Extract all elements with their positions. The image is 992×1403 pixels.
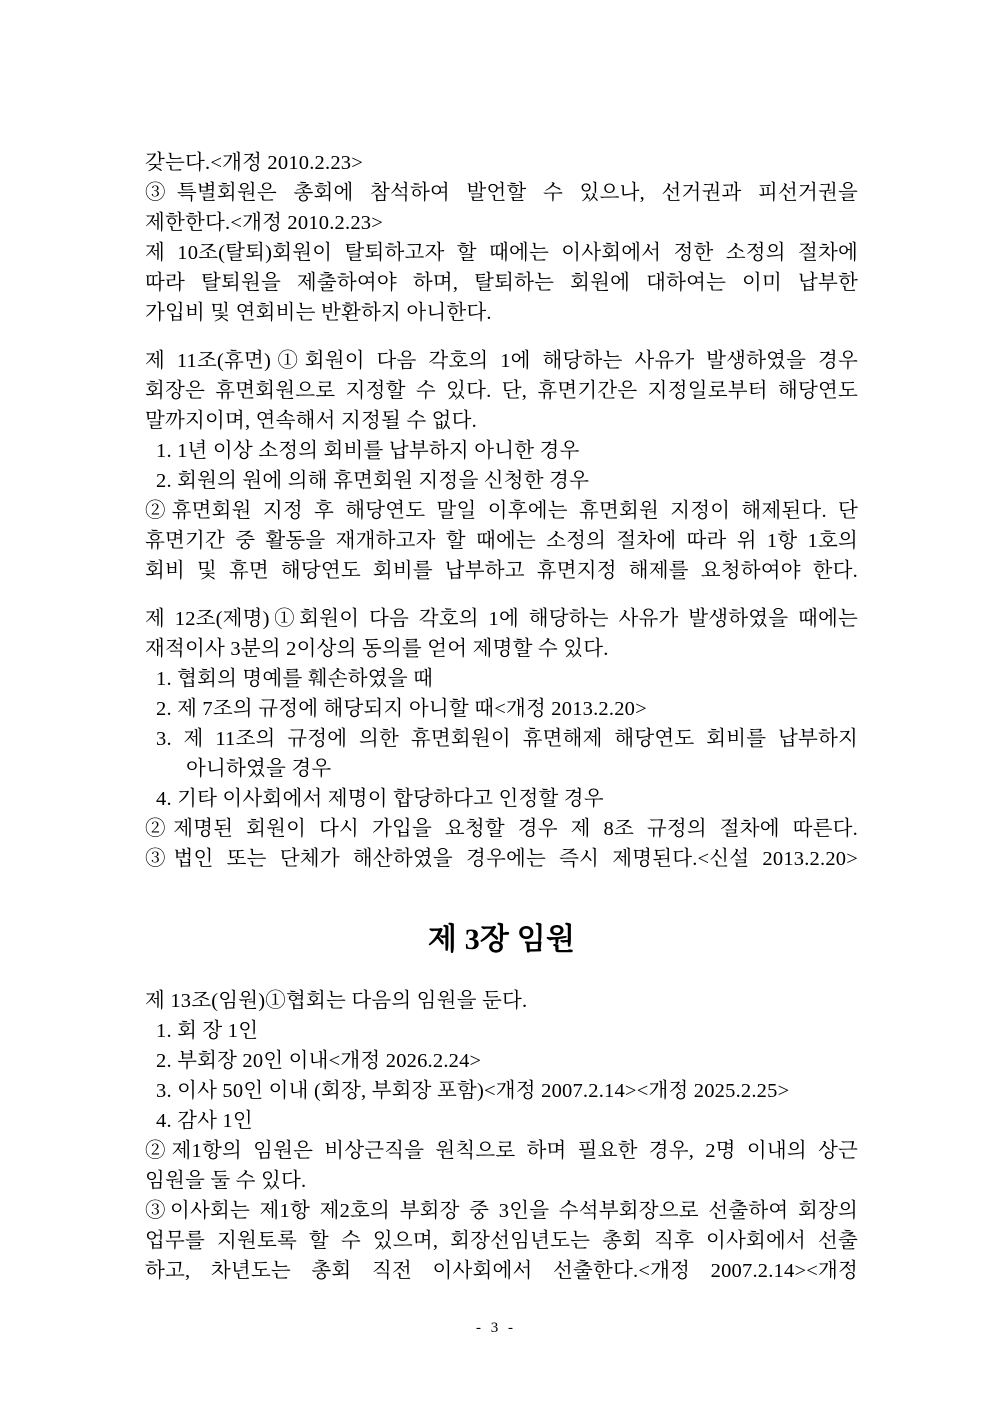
document-body bbox=[145, 148, 858, 1286]
document-line: ③특별회원은 총회에 참석하여 발언할 수 있으나, 선거권과 피선거권을 bbox=[145, 182, 858, 204]
document-line: 4. 기타 이사회에서 제명이 합당하다고 인정할 경우 bbox=[156, 788, 604, 810]
document-line: 아니하였을 경우 bbox=[186, 758, 332, 780]
document-line: 제 11조(휴면)①회원이 다음 각호의 1에 해당하는 사유가 발생하였을 경우 bbox=[145, 350, 858, 372]
document-line: 말까지이며, 연속해서 지정될 수 없다. bbox=[145, 410, 477, 432]
document-line: 제 10조(탈퇴)회원이 탈퇴하고자 할 때에는 이사회에서 정한 소정의 절차에 bbox=[145, 242, 858, 264]
document-line: 2. 부회장 20인 이내<개정 2026.2.24> bbox=[156, 1050, 482, 1072]
document-line: 1. 회 장 1인 bbox=[156, 1020, 259, 1042]
document-line: ③법인 또는 단체가 해산하였을 경우에는 즉시 제명된다.<신설 2013.2.20> bbox=[145, 848, 858, 870]
document-line: 따라 탈퇴원을 제출하여야 하며, 탈퇴하는 회원에 대하여는 이미 납부한 bbox=[145, 272, 858, 294]
blank-line bbox=[145, 586, 858, 604]
document-line: 업무를 지원토록 할 수 있으며, 회장선임년도는 총회 직후 이사회에서 선출 bbox=[145, 1230, 858, 1252]
document-line: ③이사회는 제1항 제2호의 부회장 중 3인을 수석부회장으로 선출하여 회장의 bbox=[145, 1200, 858, 1222]
section-heading: 제 3장 임원 bbox=[427, 923, 576, 956]
document-line: 제 12조(제명)①회원이 다음 각호의 1에 해당하는 사유가 발생하였을 때에는 bbox=[145, 608, 858, 630]
document-line: 하고, 차년도는 총회 직전 이사회에서 선출한다.<개정 2007.2.14><개정 bbox=[145, 1260, 858, 1282]
document-line: 휴면기간 중 활동을 재개하고자 할 때에는 소정의 절차에 따라 위 1항 1호의 bbox=[145, 530, 858, 552]
document-line: 2. 제 7조의 규정에 해당되지 아니할 때<개정 2013.2.20> bbox=[156, 698, 647, 720]
document-line: 2. 회원의 원에 의해 휴면회원 지정을 신청한 경우 bbox=[156, 470, 590, 492]
document-line: 3. 제 11조의 규정에 의한 휴면회원이 휴면해제 해당연도 회비를 납부하지 bbox=[156, 728, 858, 750]
blank-line bbox=[145, 328, 858, 346]
blank-line bbox=[145, 874, 858, 920]
document-line: 1. 협회의 명예를 훼손하였을 때 bbox=[156, 668, 434, 690]
document-line: 3. 이사 50인 이내 (회장, 부회장 포함)<개정 2007.2.14><개정 2025.2.25> bbox=[156, 1080, 790, 1102]
document-line: 회장은 휴면회원으로 지정할 수 있다. 단, 휴면기간은 지정일로부터 해당연도 bbox=[145, 380, 858, 402]
document-line: 임원을 둘 수 있다. bbox=[145, 1170, 307, 1192]
document-line: ②제1항의 임원은 비상근직을 원칙으로 하며 필요한 경우, 2명 이내의 상근 bbox=[145, 1140, 858, 1162]
document-line: ②휴면회원 지정 후 해당연도 말일 이후에는 휴면회원 지정이 해제된다. 단 bbox=[145, 500, 858, 522]
document-line: 가입비 및 연회비는 반환하지 아니한다. bbox=[145, 302, 492, 324]
document-line: 제 13조(임원)①협회는 다음의 임원을 둔다. bbox=[145, 990, 528, 1012]
document-line: 제한한다.<개정 2010.2.23> bbox=[145, 212, 383, 234]
document-line: 1. 1년 이상 소정의 회비를 납부하지 아니한 경우 bbox=[156, 440, 580, 462]
document-line: 4. 감사 1인 bbox=[156, 1110, 253, 1132]
document-line: 재적이사 3분의 2이상의 동의를 얻어 제명할 수 있다. bbox=[145, 638, 609, 660]
document-line: 갖는다.<개정 2010.2.23> bbox=[145, 152, 363, 174]
document-line: 회비 및 휴면 해당연도 회비를 납부하고 휴면지정 해제를 요청하여야 한다. bbox=[145, 560, 858, 582]
blank-line bbox=[145, 960, 858, 986]
page-number: - 3 - bbox=[476, 1320, 516, 1336]
document-line: ②제명된 회원이 다시 가입을 요청할 경우 제 8조 규정의 절차에 따른다. bbox=[145, 818, 858, 840]
